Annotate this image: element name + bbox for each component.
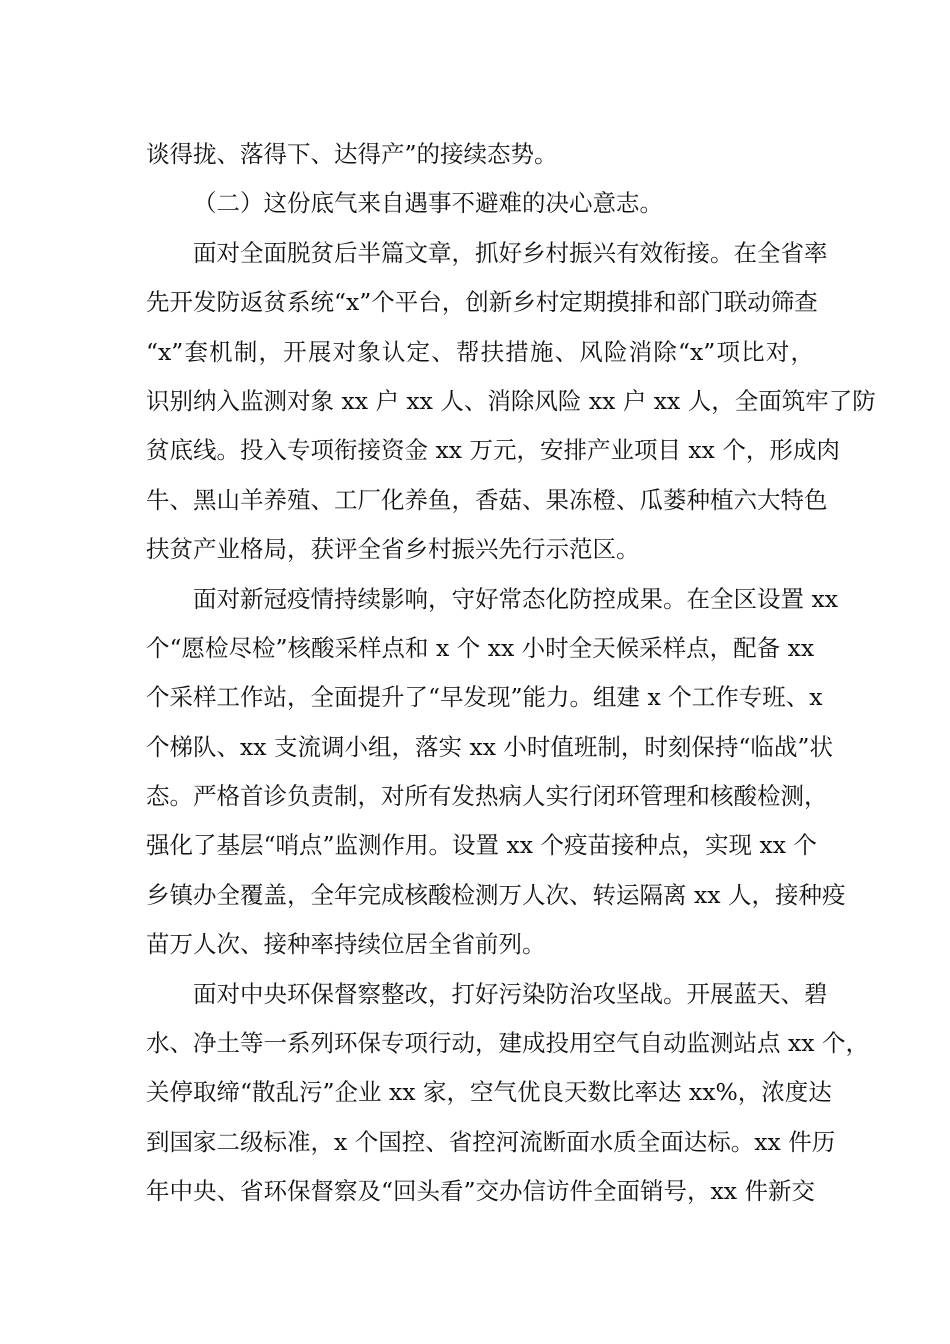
- text-line: 乡镇办全覆盖，全年完成核酸检测万人次、转运隔离 xx 人，接种疫: [146, 880, 846, 909]
- text-line: 面对全面脱贫后半篇文章，抓好乡村振兴有效衔接。在全省率: [193, 238, 828, 267]
- text-line: 面对新冠疫情持续影响，守好常态化防控成果。在全区设置 xx: [193, 584, 838, 613]
- text-line: 扶贫产业格局，获评全省乡村振兴先行示范区。: [146, 535, 640, 564]
- text-line: 个“愿检尽检”核酸采样点和 x 个 xx 小时全天候采样点，配备 xx: [146, 633, 815, 662]
- text-line: 年中央、省环保督察及“回头看”交办信访件全面销号，xx 件新交: [146, 1177, 816, 1206]
- text-line: 牛、黑山羊养殖、工厂化养鱼，香菇、果冻橙、瓜蒌种植六大特色: [146, 485, 828, 514]
- text-line: 贫底线。投入专项衔接资金 xx 万元，安排产业项目 xx 个，形成肉: [146, 436, 840, 465]
- text-line: 水、净土等一系列环保专项行动，建成投用空气自动监测站点 xx 个，: [146, 1029, 869, 1058]
- text-line: 面对中央环保督察整改，打好污染防治攻坚战。开展蓝天、碧: [193, 979, 828, 1008]
- text-line: 关停取缔“散乱污”企业 xx 家，空气优良天数比率达 xx%，浓度达: [146, 1078, 832, 1107]
- text-line: 个采样工作站，全面提升了“早发现”能力。组建 x 个工作专班、x: [146, 683, 823, 712]
- document-body: [146, 130, 876, 1217]
- text-line: “x”套机制，开展对象认定、帮扶措施、风险消除“x”项比对，: [146, 337, 814, 366]
- text-line: 个梯队、xx 支流调小组，落实 xx 小时值班制，时刻保持“临战”状: [146, 732, 833, 761]
- text-line: 苗万人次、接种率持续位居全省前列。: [146, 930, 546, 959]
- text-line: 到国家二级标准，x 个国控、省控河流断面水质全面达标。xx 件历: [146, 1127, 836, 1156]
- text-line: 态。严格首诊负责制，对所有发热病人实行闭环管理和核酸检测，: [146, 782, 828, 811]
- text-line: 先开发防返贫系统“x”个平台，创新乡村定期摸排和部门联动筛查: [146, 288, 818, 317]
- section-heading: （二）这份底气来自遇事不避难的决心意志。: [193, 189, 663, 218]
- text-line: 识别纳入监测对象 xx 户 xx 人、消除风险 xx 户 xx 人，全面筑牢了防: [146, 386, 876, 415]
- text-line: 谈得拢、落得下、达得产”的接续态势。: [146, 140, 558, 168]
- text-line: 强化了基层“哨点”监测作用。设置 xx 个疫苗接种点，实现 xx 个: [146, 831, 817, 860]
